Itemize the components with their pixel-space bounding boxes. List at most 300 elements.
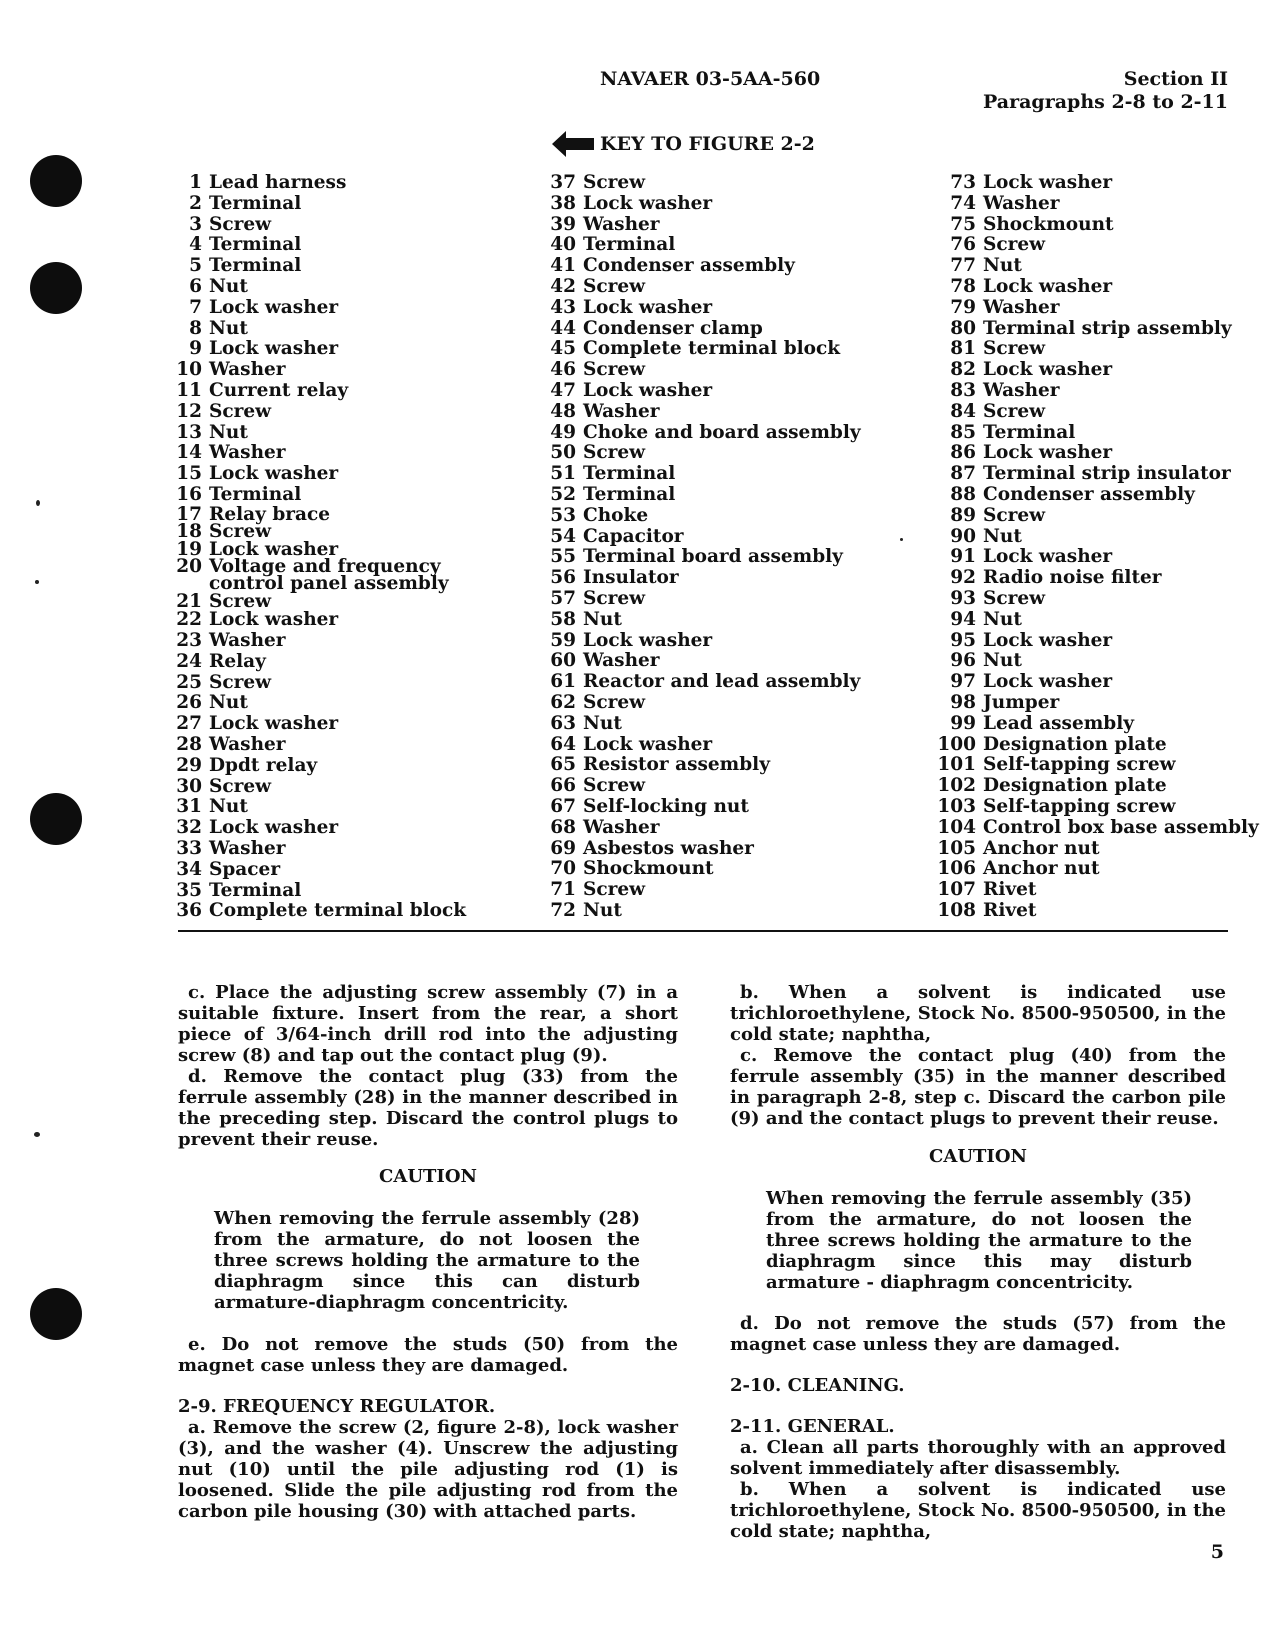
part-number: 69: [550, 837, 576, 859]
part-number: 92: [950, 567, 976, 589]
part-name: Anchor nut: [983, 858, 1100, 880]
parts-list-item: [172, 485, 466, 506]
parts-list-item: [536, 672, 861, 693]
part-name: Screw: [583, 879, 646, 901]
parts-list-item: [172, 735, 466, 756]
parts-list-item: [536, 277, 861, 298]
part-number: 97: [950, 671, 976, 693]
part-name: Lock washer: [983, 671, 1113, 693]
part-number: 20: [176, 555, 202, 577]
step-c-right: c. Remove the contact plug (40) from the ferrule assembly (35) in the manner described in paragraph 2-8, step c. Discard the carbon pile (9) and the contact plugs to prevent their reuse.: [730, 1045, 1226, 1129]
parts-list-item: [936, 859, 1259, 880]
part-name: Capacitor: [583, 525, 684, 547]
part-name: Control box base assembly: [983, 816, 1259, 838]
heading-2-9: 2-9. FREQUENCY REGULATOR.: [178, 1396, 496, 1417]
part-number: 4: [189, 234, 202, 256]
part-name: Nut: [209, 421, 248, 443]
parts-list-item: [536, 402, 861, 423]
part-number: 5: [189, 255, 202, 277]
part-name: Lock washer: [583, 733, 713, 755]
parts-list-item: [172, 839, 466, 860]
parts-list-item: [536, 776, 861, 797]
part-number: 91: [950, 546, 976, 568]
part-name: Washer: [209, 359, 286, 381]
parts-list-item: [536, 859, 861, 880]
part-number: 79: [950, 296, 976, 318]
part-number: 90: [950, 525, 976, 547]
parts-list-item: [936, 568, 1259, 589]
parts-list-item: [536, 298, 861, 319]
part-name: Washer: [209, 442, 286, 464]
heading-2-11: 2-11. GENERAL.: [730, 1416, 895, 1437]
parts-list-item: [172, 402, 466, 423]
part-number: 88: [950, 483, 976, 505]
part-name: Nut: [209, 275, 248, 297]
part-number: 18: [176, 521, 202, 543]
part-name: Screw: [209, 671, 272, 693]
part-number: 41: [550, 255, 576, 277]
part-name: Terminal: [209, 192, 302, 214]
heading-2-10: 2-10. CLEANING.: [730, 1375, 905, 1396]
part-number: 86: [950, 442, 976, 464]
parts-list-item: [172, 631, 466, 652]
part-number: 108: [937, 899, 976, 921]
part-number: 35: [176, 879, 202, 901]
parts-list-item: [172, 860, 466, 881]
part-number: 52: [550, 483, 576, 505]
part-number: 102: [937, 775, 976, 797]
parts-list-item: [536, 423, 861, 444]
parts-list-item: [536, 651, 861, 672]
part-number: 89: [950, 504, 976, 526]
step-d-left: d. Remove the contact plug (33) from the ferrule assembly (28) in the manner described in the preceding step. Discard the control plugs to prevent their reuse.: [178, 1066, 678, 1150]
part-number: 100: [937, 733, 976, 755]
part-name: Choke and board assembly: [583, 421, 861, 443]
part-number: 16: [176, 483, 202, 505]
caution-heading-right: CAUTION: [929, 1146, 1027, 1167]
part-name: Terminal board assembly: [583, 546, 843, 568]
parts-list-item: [936, 339, 1259, 360]
part-number: 70: [550, 858, 576, 880]
part-name: Terminal: [209, 483, 302, 505]
part-number: 7: [189, 296, 202, 318]
part-number: 39: [550, 213, 576, 235]
part-number: 73: [950, 172, 976, 193]
part-number: 22: [176, 609, 202, 631]
parts-list-item: [172, 256, 466, 277]
part-number: 75: [950, 213, 976, 235]
paragraphs-label: Paragraphs 2-8 to 2-11: [983, 91, 1228, 113]
part-name: Terminal: [209, 255, 302, 277]
part-number: 78: [950, 275, 976, 297]
part-number: 43: [550, 296, 576, 318]
part-number: 17: [176, 503, 202, 525]
part-name: Relay: [209, 650, 266, 672]
part-name: Screw: [983, 504, 1046, 526]
part-number: 106: [937, 858, 976, 880]
parts-list-item: [172, 215, 466, 236]
parts-list-item: [172, 298, 466, 319]
part-number: 56: [550, 567, 576, 589]
part-name: Lock washer: [983, 442, 1113, 464]
parts-list-item: [172, 443, 466, 464]
part-name: Screw: [983, 338, 1046, 360]
part-number: 24: [176, 650, 202, 672]
part-number: 1: [189, 172, 202, 193]
parts-list-item: [936, 672, 1259, 693]
part-name: Nut: [983, 608, 1022, 630]
part-name: Lock washer: [209, 463, 339, 485]
step-b-right-2: b. When a solvent is indicated use trichloroethylene, Stock No. 8500-950500, in the cold state; naphtha,: [730, 1479, 1226, 1542]
parts-list-item: [936, 485, 1259, 506]
parts-list-item: [936, 527, 1259, 548]
parts-list-item: [936, 194, 1259, 215]
parts-list-item: [936, 901, 1259, 922]
part-name: Current relay: [209, 379, 349, 401]
parts-list-item: [936, 880, 1259, 901]
parts-list-item: [536, 714, 861, 735]
part-name: Lock washer: [583, 296, 713, 318]
parts-list-item: [172, 173, 466, 194]
parts-list-item: [172, 590, 466, 612]
parts-list-item: [936, 443, 1259, 464]
parts-list-item: [536, 194, 861, 215]
part-number: 25: [176, 671, 202, 693]
part-name: Lock washer: [983, 546, 1113, 568]
part-number: 74: [950, 192, 976, 214]
part-number: 105: [937, 837, 976, 859]
part-number: 2: [189, 192, 202, 214]
parts-list-item: [172, 818, 466, 839]
parts-list-item: [936, 423, 1259, 444]
parts-list-item: [172, 673, 466, 694]
part-name: Condenser assembly: [983, 483, 1195, 505]
parts-list-item: [536, 360, 861, 381]
part-name: Lock washer: [209, 296, 339, 318]
part-name: Radio noise filter: [983, 567, 1162, 589]
part-name: Terminal: [209, 234, 302, 256]
part-name: Washer: [209, 733, 286, 755]
part-name: Screw: [209, 213, 272, 235]
parts-list-item: [536, 589, 861, 610]
part-name: Washer: [209, 837, 286, 859]
part-number: 36: [176, 900, 202, 922]
document-number: NAVAER 03-5AA-560: [600, 68, 821, 90]
part-name: Anchor nut: [983, 837, 1100, 859]
part-number: 71: [550, 879, 576, 901]
part-number: 76: [950, 234, 976, 256]
parts-list-item: [172, 881, 466, 902]
part-number: 31: [176, 796, 202, 818]
part-name: Terminal: [583, 234, 676, 256]
parts-list-item: [536, 527, 861, 548]
part-number: 60: [550, 650, 576, 672]
part-number: 96: [950, 650, 976, 672]
part-name: Screw: [209, 400, 272, 422]
parts-list-item: [536, 506, 861, 527]
part-name: Screw: [583, 275, 646, 297]
parts-list-item: [936, 818, 1259, 839]
part-name: Lock washer: [209, 538, 339, 560]
part-name: Designation plate: [983, 733, 1167, 755]
part-name: Lock washer: [983, 172, 1113, 193]
part-number: 50: [550, 442, 576, 464]
part-name: Washer: [983, 296, 1060, 318]
part-name: Lead harness: [209, 172, 347, 193]
part-name: Lock washer: [983, 629, 1113, 651]
part-number: 49: [550, 421, 576, 443]
part-number: 101: [937, 754, 976, 776]
part-name: Nut: [583, 712, 622, 734]
parts-list-item: [536, 173, 861, 194]
caution-text-right: When removing the ferrule assembly (35) from the armature, do not loosen the three screws holding the armature to the diaphragm since this may disturb armature - diaphragm concentricity.: [766, 1188, 1192, 1293]
left-text-lower: [178, 1334, 678, 1522]
part-name: control panel assembly: [209, 573, 449, 595]
part-number: 104: [937, 816, 976, 838]
parts-list-item: [536, 443, 861, 464]
part-name: Screw: [209, 521, 272, 543]
parts-list-item: [936, 693, 1259, 714]
parts-list-item: [936, 402, 1259, 423]
part-name: Insulator: [583, 567, 679, 589]
parts-list-item: [936, 256, 1259, 277]
parts-list-item: [936, 610, 1259, 631]
parts-list-column-1: [172, 173, 466, 922]
part-name: Washer: [583, 213, 660, 235]
part-name: Terminal: [583, 483, 676, 505]
part-name: Lead assembly: [983, 712, 1135, 734]
part-number: 23: [176, 629, 202, 651]
part-name: Condenser clamp: [583, 317, 763, 339]
part-name: Washer: [583, 650, 660, 672]
parts-list-column-3: [936, 173, 1259, 922]
part-number: 26: [176, 692, 202, 714]
part-number: 29: [176, 754, 202, 776]
part-number: 48: [550, 400, 576, 422]
part-number: 6: [189, 275, 202, 297]
key-title: [552, 131, 815, 157]
parts-list-item: [172, 714, 466, 735]
parts-list-item: [536, 256, 861, 277]
part-number: 94: [950, 608, 976, 630]
step-b-right: b. When a solvent is indicated use trichloroethylene, Stock No. 8500-950500, in the cold state; naphtha,: [730, 982, 1226, 1045]
parts-list-item: [936, 714, 1259, 735]
parts-list-item: [536, 610, 861, 631]
part-number: 33: [176, 837, 202, 859]
parts-list-item: [936, 839, 1259, 860]
part-number: 57: [550, 587, 576, 609]
parts-list-column-2: [536, 173, 861, 922]
part-number: 77: [950, 255, 976, 277]
part-number: 63: [550, 712, 576, 734]
binder-hole-2: [30, 262, 82, 314]
parts-list-item: [936, 173, 1259, 194]
part-number: 3: [189, 213, 202, 235]
parts-list-item: [536, 735, 861, 756]
parts-list-item: [172, 464, 466, 485]
part-number: 53: [550, 504, 576, 526]
parts-list-item: [536, 235, 861, 256]
part-number: 65: [550, 754, 576, 776]
parts-list-item: [936, 547, 1259, 568]
left-arrow-icon: [552, 131, 594, 157]
parts-list-item: [536, 818, 861, 839]
part-number: 82: [950, 359, 976, 381]
parts-list-item: [536, 215, 861, 236]
part-name: Washer: [209, 629, 286, 651]
part-number: 61: [550, 671, 576, 693]
parts-list-item: [936, 506, 1259, 527]
parts-list-item: [936, 797, 1259, 818]
parts-list-item: [536, 880, 861, 901]
parts-list-item: [172, 339, 466, 360]
scan-speck: [35, 580, 39, 584]
part-number: 99: [950, 712, 976, 734]
part-number: 84: [950, 400, 976, 422]
part-number: 38: [550, 192, 576, 214]
part-name: Washer: [983, 379, 1060, 401]
part-number: 80: [950, 317, 976, 339]
part-name: Complete terminal block: [209, 900, 467, 922]
part-name: Condenser assembly: [583, 255, 795, 277]
part-number: 72: [550, 899, 576, 921]
part-name: Screw: [583, 172, 646, 193]
part-number: 95: [950, 629, 976, 651]
part-number: 68: [550, 816, 576, 838]
parts-list-item: [936, 464, 1259, 485]
part-number: 27: [176, 713, 202, 735]
caution-text-left: When removing the ferrule assembly (28) from the armature, do not loosen the three screws holding the armature to the diaphragm since this can disturb armature-diaphragm concentricity.: [214, 1208, 640, 1313]
part-name: Asbestos washer: [583, 837, 754, 859]
part-number: 67: [550, 795, 576, 817]
part-name: Resistor assembly: [583, 754, 770, 776]
part-name: Nut: [583, 899, 622, 921]
part-name: Nut: [983, 525, 1022, 547]
part-name: Rivet: [983, 899, 1037, 921]
parts-list-item: [172, 652, 466, 673]
part-name: Nut: [583, 608, 622, 630]
parts-list-item: [536, 797, 861, 818]
part-name: Washer: [983, 192, 1060, 214]
parts-list-item: [936, 235, 1259, 256]
part-number: 93: [950, 587, 976, 609]
part-name: Screw: [583, 442, 646, 464]
parts-list-item: [172, 235, 466, 256]
page-number: 5: [1210, 1541, 1224, 1563]
part-name: Nut: [209, 692, 248, 714]
part-name: Rivet: [983, 879, 1037, 901]
binder-hole-1: [30, 155, 82, 207]
part-name: Screw: [583, 691, 646, 713]
part-name: Relay brace: [209, 503, 331, 525]
parts-list-item: [936, 755, 1259, 776]
part-number: 15: [176, 463, 202, 485]
part-name: Terminal strip assembly: [983, 317, 1232, 339]
part-name: Lock washer: [583, 379, 713, 401]
part-number: 45: [550, 338, 576, 360]
part-name: Shockmount: [583, 858, 714, 880]
part-name: Nut: [209, 796, 248, 818]
step-e-left: e. Do not remove the studs (50) from the magnet case unless they are damaged.: [178, 1334, 678, 1376]
scan-speck: [36, 500, 40, 506]
part-name: Screw: [209, 590, 272, 612]
key-title-text: KEY TO FIGURE 2-2: [600, 133, 815, 155]
part-name: Self-tapping screw: [983, 795, 1176, 817]
parts-list-item: [936, 589, 1259, 610]
part-number: 59: [550, 629, 576, 651]
part-number: 8: [189, 317, 202, 339]
scan-speck: [900, 538, 903, 541]
parts-list-item: [936, 215, 1259, 236]
part-name: Lock washer: [209, 713, 339, 735]
part-number: 30: [176, 775, 202, 797]
part-name: Lock washer: [583, 629, 713, 651]
parts-list-item: [536, 901, 861, 922]
part-number: 42: [550, 275, 576, 297]
part-name: Dpdt relay: [209, 754, 318, 776]
part-number: 19: [176, 538, 202, 560]
part-name: Self-locking nut: [583, 795, 749, 817]
part-name: Nut: [209, 317, 248, 339]
part-name: Lock washer: [209, 817, 339, 839]
part-name: Washer: [583, 400, 660, 422]
part-number: 13: [176, 421, 202, 443]
parts-list-item: [536, 755, 861, 776]
scan-speck: [34, 1132, 40, 1137]
part-number: 9: [189, 338, 202, 360]
binder-hole-3: [30, 793, 82, 845]
right-text-lower: [730, 1313, 1226, 1542]
parts-list-item: [172, 756, 466, 777]
part-number: 51: [550, 463, 576, 485]
part-number: 44: [550, 317, 576, 339]
parts-list-item: [536, 319, 861, 340]
part-name: Terminal: [983, 421, 1076, 443]
part-number: 21: [176, 590, 202, 612]
part-name: Lock washer: [983, 359, 1113, 381]
parts-list-item: [172, 277, 466, 298]
part-name: Self-tapping screw: [983, 754, 1176, 776]
part-number: 107: [937, 879, 976, 901]
parts-list-item: [172, 360, 466, 381]
part-number: 14: [176, 442, 202, 464]
part-name: Screw: [983, 587, 1046, 609]
part-number: 66: [550, 775, 576, 797]
parts-list-item: [172, 521, 466, 543]
part-number: 40: [550, 234, 576, 256]
part-name: Screw: [983, 400, 1046, 422]
part-number: 54: [550, 525, 576, 547]
parts-list-item: [936, 631, 1259, 652]
part-name: Reactor and lead assembly: [583, 671, 861, 693]
part-number: 12: [176, 400, 202, 422]
parts-list-item: [936, 651, 1259, 672]
part-name: Screw: [983, 234, 1046, 256]
parts-list-item: [936, 735, 1259, 756]
parts-list-item: [536, 547, 861, 568]
horizontal-rule: [178, 930, 1228, 932]
parts-list-item: [172, 610, 466, 631]
part-name: Jumper: [983, 691, 1060, 713]
section-header: [983, 68, 1228, 114]
part-name: Terminal strip insulator: [983, 463, 1231, 485]
part-number: 83: [950, 379, 976, 401]
part-name: Washer: [583, 816, 660, 838]
parts-list-item: [536, 485, 861, 506]
parts-list-item: [172, 901, 466, 922]
parts-list-item: [172, 319, 466, 340]
parts-list-item: [936, 319, 1259, 340]
